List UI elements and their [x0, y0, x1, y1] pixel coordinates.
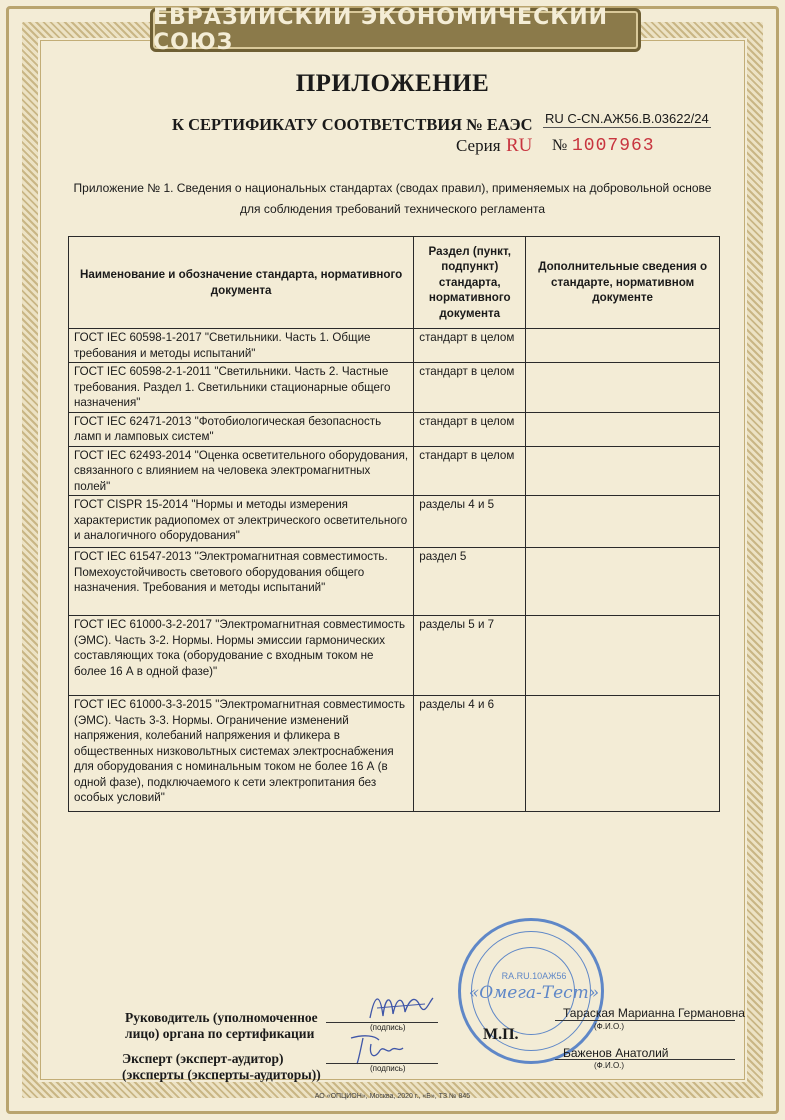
cell-section: стандарт в целом	[414, 412, 526, 446]
standards-table	[68, 236, 720, 812]
cell-standard: ГОСТ IEC 61000-3-3-2015 "Электромагнитная совместимость (ЭМС). Часть 3-3. Нормы. Ограничение изменений напряжения, колебаний напряжения и фликера в общественных низковольтных системах электроснабжения для оборудования с номинальным током не более 16 А (в одной фазе), подключаемого к сети электропитания без особых условий"	[69, 696, 414, 812]
cell-standard: ГОСТ IEC 61000-3-2-2017 "Электромагнитная совместимость (ЭМС). Часть 3-2. Нормы. Нормы эмиссии гармонических составляющих тока (оборудование с входным током не более 16 А в одной фазе)"	[69, 616, 414, 696]
head-name-caption: (Ф.И.О.)	[594, 1022, 625, 1031]
cell-standard: ГОСТ IEC 62493-2014 "Оценка осветительного оборудования, связанного с влиянием на человека электромагнитных полей"	[69, 446, 414, 496]
cell-extra	[526, 329, 720, 363]
cell-extra	[526, 616, 720, 696]
table-row	[69, 548, 720, 616]
printer-footer: АО «ОПЦИОН», Москва, 2020 г., «Б», ТЗ № 845	[314, 1093, 471, 1100]
cell-extra	[526, 363, 720, 413]
expert-role-label	[122, 1051, 321, 1083]
certificate-number: RU C-CN.АЖ56.В.03622/24	[545, 111, 709, 126]
cell-extra	[526, 696, 720, 812]
head-role-line-1: Руководитель (уполномоченное	[125, 1010, 318, 1025]
table-row	[69, 696, 720, 812]
cell-extra	[526, 548, 720, 616]
banner-text: ЕВРАЗИЙСКИЙ ЭКОНОМИЧЕСКИЙ СОЮЗ	[153, 5, 609, 55]
table-row	[69, 616, 720, 696]
cell-standard: ГОСТ IEC 62471-2013 "Фотобиологическая безопасность ламп и ламповых систем"	[69, 412, 414, 446]
head-signature-caption: (подпись)	[370, 1023, 406, 1032]
head-signature	[365, 988, 435, 1024]
cell-section: стандарт в целом	[414, 446, 526, 496]
cell-standard: ГОСТ IEC 60598-1-2017 "Светильники. Часть 1. Общие требования и методы испытаний"	[69, 329, 414, 363]
header-extra: Дополнительные сведения о стандарте, нормативном документе	[526, 237, 720, 329]
intro-line-2: для соблюдения требований технического регламента	[239, 202, 546, 216]
expert-name-line	[555, 1059, 735, 1060]
seal-place-label: М.П.	[483, 1026, 519, 1043]
head-role-label	[125, 1010, 318, 1042]
series-label: Серия	[456, 136, 501, 155]
expert-role-line-2: (эксперты (эксперты-аудиторы))	[122, 1067, 321, 1082]
blank-number: 1007963	[572, 136, 655, 156]
expert-role-line-1: Эксперт (эксперт-аудитор)	[122, 1051, 284, 1066]
table-header-row	[69, 237, 720, 329]
expert-signature-caption: (подпись)	[370, 1064, 406, 1073]
cell-section: разделы 5 и 7	[414, 616, 526, 696]
page-subtitle: К СЕРТИФИКАТУ СООТВЕТСТВИЯ № ЕАЭС	[172, 115, 533, 134]
number-label: №	[552, 137, 568, 154]
cell-standard: ГОСТ CISPR 15-2014 "Нормы и методы измерения характеристик радиопомех от электрического осветительного и аналогичного оборудования"	[69, 496, 414, 548]
table-row	[69, 363, 720, 413]
series-value: RU	[506, 135, 533, 156]
table-row	[69, 496, 720, 548]
cell-section: разделы 4 и 5	[414, 496, 526, 548]
expert-name: Баженов Анатолий	[563, 1046, 669, 1060]
certification-stamp	[458, 918, 604, 1064]
header-standard: Наименование и обозначение стандарта, нормативного документа	[69, 237, 414, 329]
cell-section: стандарт в целом	[414, 329, 526, 363]
stamp-code: RA.RU.10АЖ56	[501, 971, 567, 981]
header-section: Раздел (пункт, подпункт) стандарта, нормативного документа	[414, 237, 526, 329]
expert-name-caption: (Ф.И.О.)	[594, 1061, 625, 1070]
cell-extra	[526, 446, 720, 496]
table-row	[69, 446, 720, 496]
cell-extra	[526, 496, 720, 548]
cell-extra	[526, 412, 720, 446]
cell-section: стандарт в целом	[414, 363, 526, 413]
head-name-line	[555, 1020, 735, 1021]
table-row	[69, 329, 720, 363]
cell-section: разделы 4 и 6	[414, 696, 526, 812]
cell-standard: ГОСТ IEC 61547-2013 "Электромагнитная совместимость. Помехоустойчивость светового оборудования общего назначения. Требования и методы испытаний"	[69, 548, 414, 616]
head-role-line-2: лицо) органа по сертификации	[125, 1026, 315, 1041]
head-name: Тараская Марианна Германовна	[563, 1006, 745, 1020]
table-row	[69, 412, 720, 446]
cell-section: раздел 5	[414, 548, 526, 616]
intro-line-1: Приложение № 1. Сведения о национальных стандартах (сводах правил), применяемых на добровольной основе	[73, 181, 712, 195]
page-title: ПРИЛОЖЕНИЕ	[295, 70, 490, 97]
union-banner	[150, 5, 641, 55]
cell-standard: ГОСТ IEC 60598-2-1-2011 "Светильники. Часть 2. Частные требования. Раздел 1. Светильники стационарные общего назначения"	[69, 363, 414, 413]
stamp-name: «Омега-Тест»	[468, 983, 600, 1003]
intro-text	[60, 178, 725, 220]
